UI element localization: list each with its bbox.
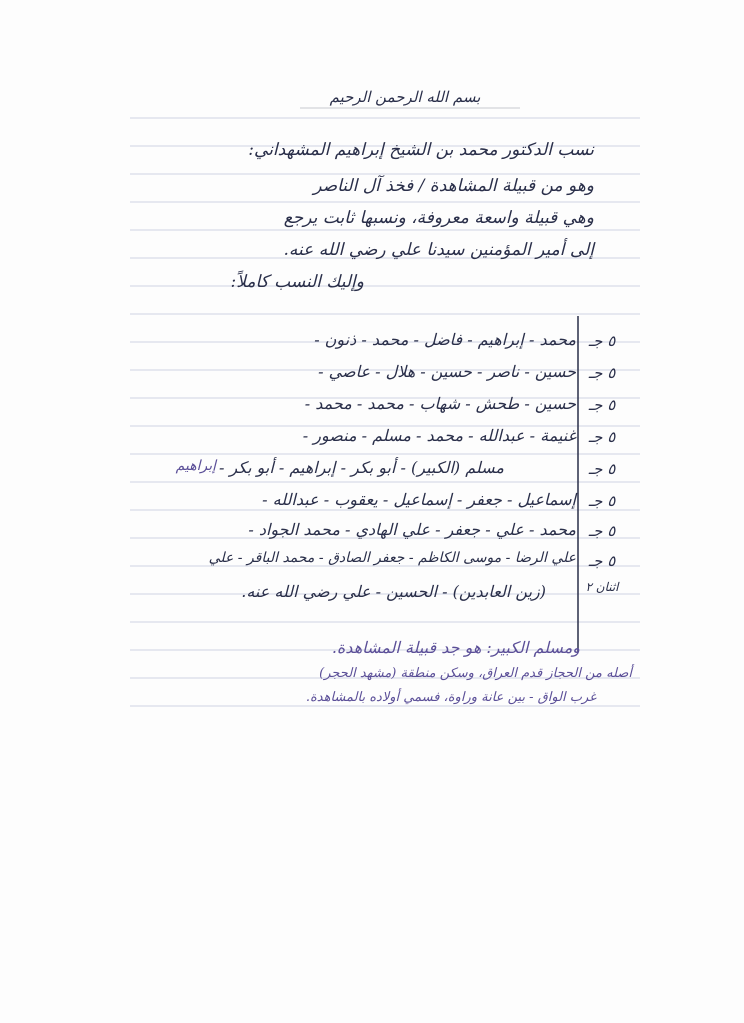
intro-line-3: وهي قبيلة واسعة معروفة، ونسبها ثابت يرجع [283,208,594,228]
note-line-1: ومسلم الكبير: هو جد قبيلة المشاهدة. [331,638,580,657]
lineage-row-8: علي الرضا - موسى الكاظم - جعفر الصادق - محمد الباقر - علي [208,550,576,566]
intro-line-4: إلى أمير المؤمنين سيدنا علي رضي الله عنه. [283,240,594,260]
generation-mark: ٥ جـ [588,522,616,540]
lineage-row-5: مسلم (الكبير) - أبو بكر - إبراهيم - أبو بكر - [218,458,504,477]
lineage-row-2: حسين - ناصر - حسين - هلال - عاصي - [318,362,576,381]
generation-mark: ٥ جـ [588,460,616,478]
lineage-row-3: حسين - طحش - شهاب - محمد - محمد - [304,394,576,413]
generation-mark: ٥ جـ [588,492,616,510]
generation-mark: ٥ جـ [588,552,616,570]
basmala: بسم الله الرحمن الرحيم [329,88,481,106]
lineage-row-1: محمد - إبراهيم - فاضل - محمد - ذنون - [314,330,576,349]
generation-mark: اثنان ٢ [585,580,619,594]
generation-mark: ٥ جـ [588,364,616,382]
intro-line-1: نسب الدكتور محمد بن الشيخ إبراهيم المشهداني: [248,140,594,160]
lineage-row-4: غنيمة - عبدالله - محمد - مسلم - منصور - [302,426,576,445]
lineage-row-9: (زين العابدين) - الحسين - علي رضي الله عنه. [241,582,546,601]
note-line-3: غرب الواق - بين عانة وراوة، فسمي أولاده بالمشاهدة. [305,690,596,705]
lineage-row-7: محمد - علي - جعفر - علي الهادي - محمد الجواد - [248,520,576,539]
intro-line-2: وهو من قبيلة المشاهدة / فخذ آل الناصر [313,176,594,196]
margin-insert: إبراهيم [175,458,216,474]
lineage-row-6: إسماعيل - جعفر - إسماعيل - يعقوب - عبدالله - [262,490,576,509]
generation-mark: ٥ جـ [588,396,616,414]
generation-mark: ٥ جـ [588,428,616,446]
generation-mark: ٥ جـ [588,332,616,350]
intro-line-5: وإليك النسب كاملاً: [230,272,364,292]
note-line-2: أصله من الحجاز قدم العراق، وسكن منطقة (مشهد الحجر) [319,666,632,681]
